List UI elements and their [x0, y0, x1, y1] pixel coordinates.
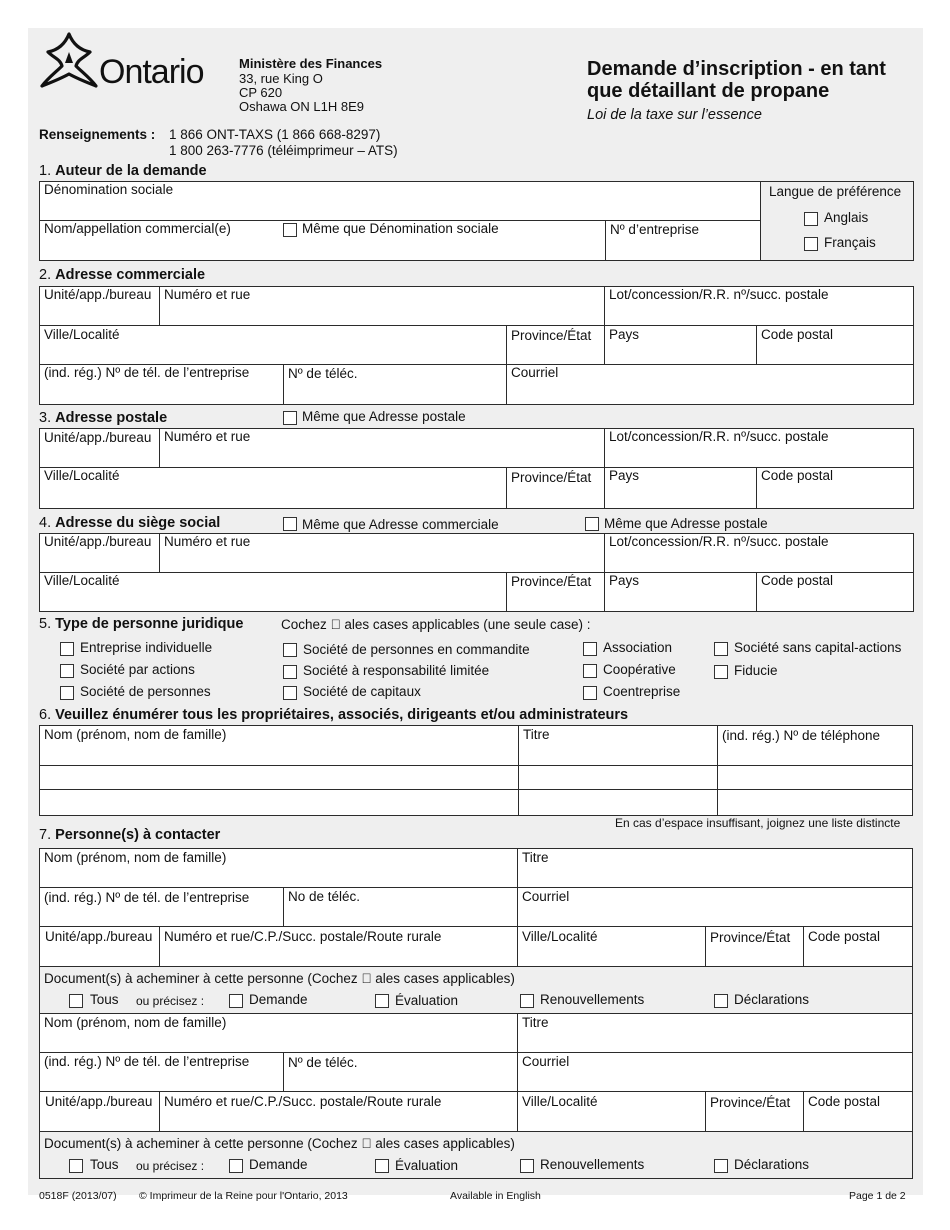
info-tty: 1 800 263-7776 (téléimprimeur – ATS)	[169, 143, 398, 158]
owners-table-row[interactable]	[40, 766, 518, 789]
sole-proprietorship-label: Entreprise individuelle	[80, 640, 213, 655]
mailing-unit-field[interactable]: Unité/app./bureau	[44, 430, 152, 445]
limited-partnership-label: Société de personnes en commandite	[303, 642, 530, 657]
contact-2-unit-field[interactable]: Unité/app./bureau	[45, 1094, 153, 1109]
contact-2-application-checkbox[interactable]	[229, 1159, 243, 1173]
hq-street-field[interactable]: Numéro et rue	[164, 534, 251, 549]
trust-label: Fiducie	[734, 663, 778, 678]
section-4-heading: 4. Adresse du siège social	[39, 515, 221, 531]
non-share-corporation-label: Société sans capital-actions	[734, 640, 902, 655]
llc-label: Société à responsabilité limitée	[303, 663, 490, 678]
contact-2-postal-field[interactable]: Code postal	[808, 1094, 881, 1109]
contact-1-all-checkbox[interactable]	[69, 994, 83, 1008]
cooperative-checkbox[interactable]	[583, 664, 597, 678]
hq-postal-field[interactable]: Code postal	[761, 573, 834, 588]
business-lot-field[interactable]: Lot/concession/R.R. nº/succ. postale	[609, 287, 829, 302]
joint-venture-checkbox[interactable]	[583, 686, 597, 700]
corporation-label: Société par actions	[80, 662, 195, 677]
contact-2-assessment-label: Évaluation	[395, 1158, 459, 1173]
contact-1-province-field[interactable]: Province/État	[710, 930, 791, 945]
mailing-lot-field[interactable]: Lot/concession/R.R. nº/succ. postale	[609, 429, 829, 444]
contact-1-unit-field[interactable]: Unité/app./bureau	[45, 929, 153, 944]
business-country-field[interactable]: Pays	[609, 327, 640, 342]
contact-1-or-specify: ou précisez :	[136, 994, 205, 1008]
available-in-english: Available in English	[450, 1190, 541, 1202]
hq-lot-field[interactable]: Lot/concession/R.R. nº/succ. postale	[609, 534, 829, 549]
cooperative-label: Coopérative	[603, 662, 676, 677]
section-2-box	[39, 286, 914, 405]
contact-1-all-label: Tous	[90, 992, 119, 1007]
sole-proprietorship-checkbox[interactable]	[60, 642, 74, 656]
partnership-checkbox[interactable]	[60, 686, 74, 700]
contact-2-or-specify: ou précisez :	[136, 1159, 205, 1173]
contact-1-city-field[interactable]: Ville/Localité	[522, 929, 598, 944]
contact-2-returns-checkbox[interactable]	[714, 1159, 728, 1173]
contact-2-email-field[interactable]: Courriel	[522, 1054, 570, 1069]
contact-1-street-field[interactable]: Numéro et rue/C.P./Succ. postale/Route rurale	[164, 929, 442, 944]
contact-1-returns-label: Déclarations	[734, 992, 810, 1007]
contact-2-city-field[interactable]: Ville/Localité	[522, 1094, 598, 1109]
ministry-address-line: Oshawa ON L1H 8E9	[239, 99, 365, 114]
info-label: Renseignements :	[39, 127, 156, 142]
contact-1-phone-field[interactable]: (ind. rég.) Nº de tél. de l’entreprise	[44, 890, 250, 905]
hq-unit-field[interactable]: Unité/app./bureau	[44, 534, 152, 549]
contact-2-phone-field[interactable]: (ind. rég.) Nº de tél. de l’entreprise	[44, 1054, 250, 1069]
section-3-heading: 3. Adresse postale	[39, 410, 168, 426]
hq-same-as-business-label: Même que Adresse commerciale	[302, 517, 499, 532]
same-as-mailing-checkbox[interactable]	[283, 411, 297, 425]
contact-1-renewals-checkbox[interactable]	[520, 994, 534, 1008]
contact-1-returns-checkbox[interactable]	[714, 994, 728, 1008]
trust-checkbox[interactable]	[714, 665, 728, 679]
business-email-field[interactable]: Courriel	[511, 365, 559, 380]
corporation-checkbox[interactable]	[60, 664, 74, 678]
contact-2-all-checkbox[interactable]	[69, 1159, 83, 1173]
mailing-postal-field[interactable]: Code postal	[761, 468, 834, 483]
ministry-name: Ministère des Finances	[239, 56, 383, 71]
business-city-field[interactable]: Ville/Localité	[44, 327, 120, 342]
contact-1-assessment-checkbox[interactable]	[375, 994, 389, 1008]
form-title-line1: Demande d’inscription - en tant	[587, 58, 886, 80]
contact-2-all-label: Tous	[90, 1157, 119, 1172]
language-preference-label: Langue de préférence	[769, 184, 902, 199]
contact-1-postal-field[interactable]: Code postal	[808, 929, 881, 944]
ministry-address-line: 33, rue King O	[239, 71, 323, 86]
mailing-city-field[interactable]: Ville/Localité	[44, 468, 120, 483]
owners-col-title: Titre	[523, 727, 550, 742]
contact-1-fax-field[interactable]: No de téléc.	[288, 889, 361, 904]
hq-same-as-mailing-checkbox[interactable]	[585, 517, 599, 531]
owners-col-name: Nom (prénom, nom de famille)	[44, 727, 227, 742]
same-as-legal-name-checkbox[interactable]	[283, 223, 297, 237]
contact-2-renewals-label: Renouvellements	[540, 1157, 645, 1172]
french-checkbox[interactable]	[804, 237, 818, 251]
form-title-line2: que détaillant de propane	[587, 80, 830, 102]
partnership-label: Société de personnes	[80, 684, 211, 699]
contact-2-name-field[interactable]: Nom (prénom, nom de famille)	[44, 1015, 227, 1030]
english-label: Anglais	[824, 210, 869, 225]
contact-2-province-field[interactable]: Province/État	[710, 1095, 791, 1110]
owners-col-phone: (ind. rég.) Nº de téléphone	[722, 728, 881, 743]
joint-venture-label: Coentreprise	[603, 684, 681, 699]
info-phone: 1 866 ONT-TAXS (1 866 668-8297)	[169, 127, 381, 142]
hq-same-as-mailing-label: Même que Adresse postale	[604, 516, 768, 531]
logo-wordmark: Ontario	[99, 53, 204, 91]
mailing-street-field[interactable]: Numéro et rue	[164, 429, 251, 444]
contact-1-application-label: Demande	[249, 992, 308, 1007]
business-phone-field[interactable]: (ind. rég.) Nº de tél. de l’entreprise	[44, 365, 250, 380]
contact-2-street-field[interactable]: Numéro et rue/C.P./Succ. postale/Route rurale	[164, 1094, 442, 1109]
contact-1-application-checkbox[interactable]	[229, 994, 243, 1008]
contact-1-assessment-label: Évaluation	[395, 993, 459, 1008]
trillium-logo-icon	[38, 30, 100, 92]
contact-2-docs-label: Document(s) à acheminer à cette personne (Cochez   ales cases applicables)	[44, 1136, 515, 1151]
non-share-corporation-checkbox[interactable]	[714, 642, 728, 656]
section-7-heading: 7. Personne(s) à contacter	[39, 827, 221, 843]
business-postal-field[interactable]: Code postal	[761, 327, 834, 342]
llc-checkbox[interactable]	[283, 665, 297, 679]
business-number-field[interactable]: Nº d’entreprise	[610, 222, 699, 237]
limited-partnership-checkbox[interactable]	[283, 643, 297, 657]
section-1-heading: 1. Auteur de la demande	[39, 163, 207, 179]
page-number: Page 1 de 2	[849, 1190, 906, 1202]
business-street-field[interactable]: Numéro et rue	[164, 287, 251, 302]
business-unit-field[interactable]: Unité/app./bureau	[44, 287, 152, 302]
section-5-heading: 5. Type de personne juridique	[39, 616, 244, 632]
contact-2-renewals-checkbox[interactable]	[520, 1159, 534, 1173]
french-label: Français	[824, 235, 876, 250]
contact-2-title-field[interactable]: Titre	[522, 1015, 549, 1030]
contact-2-application-label: Demande	[249, 1157, 308, 1172]
form-subtitle: Loi de la taxe sur l’essence	[587, 107, 762, 123]
same-as-mailing-label: Même que Adresse postale	[302, 409, 466, 424]
insufficient-space-note: En cas d’espace insuffisant, joignez une liste distincte	[615, 816, 901, 830]
same-as-legal-name-label: Même que Dénomination sociale	[302, 221, 499, 236]
business-fax-field[interactable]: Nº de téléc.	[288, 366, 358, 381]
legal-name-field[interactable]: Dénomination sociale	[44, 182, 174, 197]
contact-2-assessment-checkbox[interactable]	[375, 1159, 389, 1173]
hq-province-field[interactable]: Province/État	[511, 574, 592, 589]
contact-1-name-field[interactable]: Nom (prénom, nom de famille)	[44, 850, 227, 865]
capital-company-checkbox[interactable]	[283, 686, 297, 700]
contact-1-title-field[interactable]: Titre	[522, 850, 549, 865]
contact-1-docs-label: Document(s) à acheminer à cette personne (Cochez   ales cases applicables)	[44, 971, 515, 986]
contact-1-email-field[interactable]: Courriel	[522, 889, 570, 904]
hq-city-field[interactable]: Ville/Localité	[44, 573, 120, 588]
capital-company-label: Société de capitaux	[303, 684, 421, 699]
copyright: © Imprimeur de la Reine pour l'Ontario, 2013	[139, 1190, 348, 1202]
association-checkbox[interactable]	[583, 642, 597, 656]
contact-2-fax-field[interactable]: Nº de téléc.	[288, 1055, 358, 1070]
section-2-heading: 2. Adresse commerciale	[39, 267, 206, 283]
mailing-province-field[interactable]: Province/État	[511, 470, 592, 485]
business-province-field[interactable]: Province/État	[511, 328, 592, 343]
owners-table-row[interactable]	[40, 790, 518, 815]
contact-1-renewals-label: Renouvellements	[540, 992, 645, 1007]
legal-type-instruction: Cochez   ales cases applicables (une seule case) :	[281, 617, 591, 632]
hq-country-field[interactable]: Pays	[609, 573, 640, 588]
mailing-country-field[interactable]: Pays	[609, 468, 640, 483]
hq-same-as-business-checkbox[interactable]	[283, 517, 297, 531]
association-label: Association	[603, 640, 673, 655]
section-6-heading: 6. Veuillez énumérer tous les propriétaires, associés, dirigeants et/ou administrateurs	[39, 707, 629, 723]
form-number: 0518F (2013/07)	[39, 1190, 117, 1202]
contact-2-returns-label: Déclarations	[734, 1157, 810, 1172]
ministry-address-line: CP 620	[239, 85, 283, 100]
english-checkbox[interactable]	[804, 212, 818, 226]
trade-name-field[interactable]: Nom/appellation commercial(e)	[44, 221, 231, 236]
